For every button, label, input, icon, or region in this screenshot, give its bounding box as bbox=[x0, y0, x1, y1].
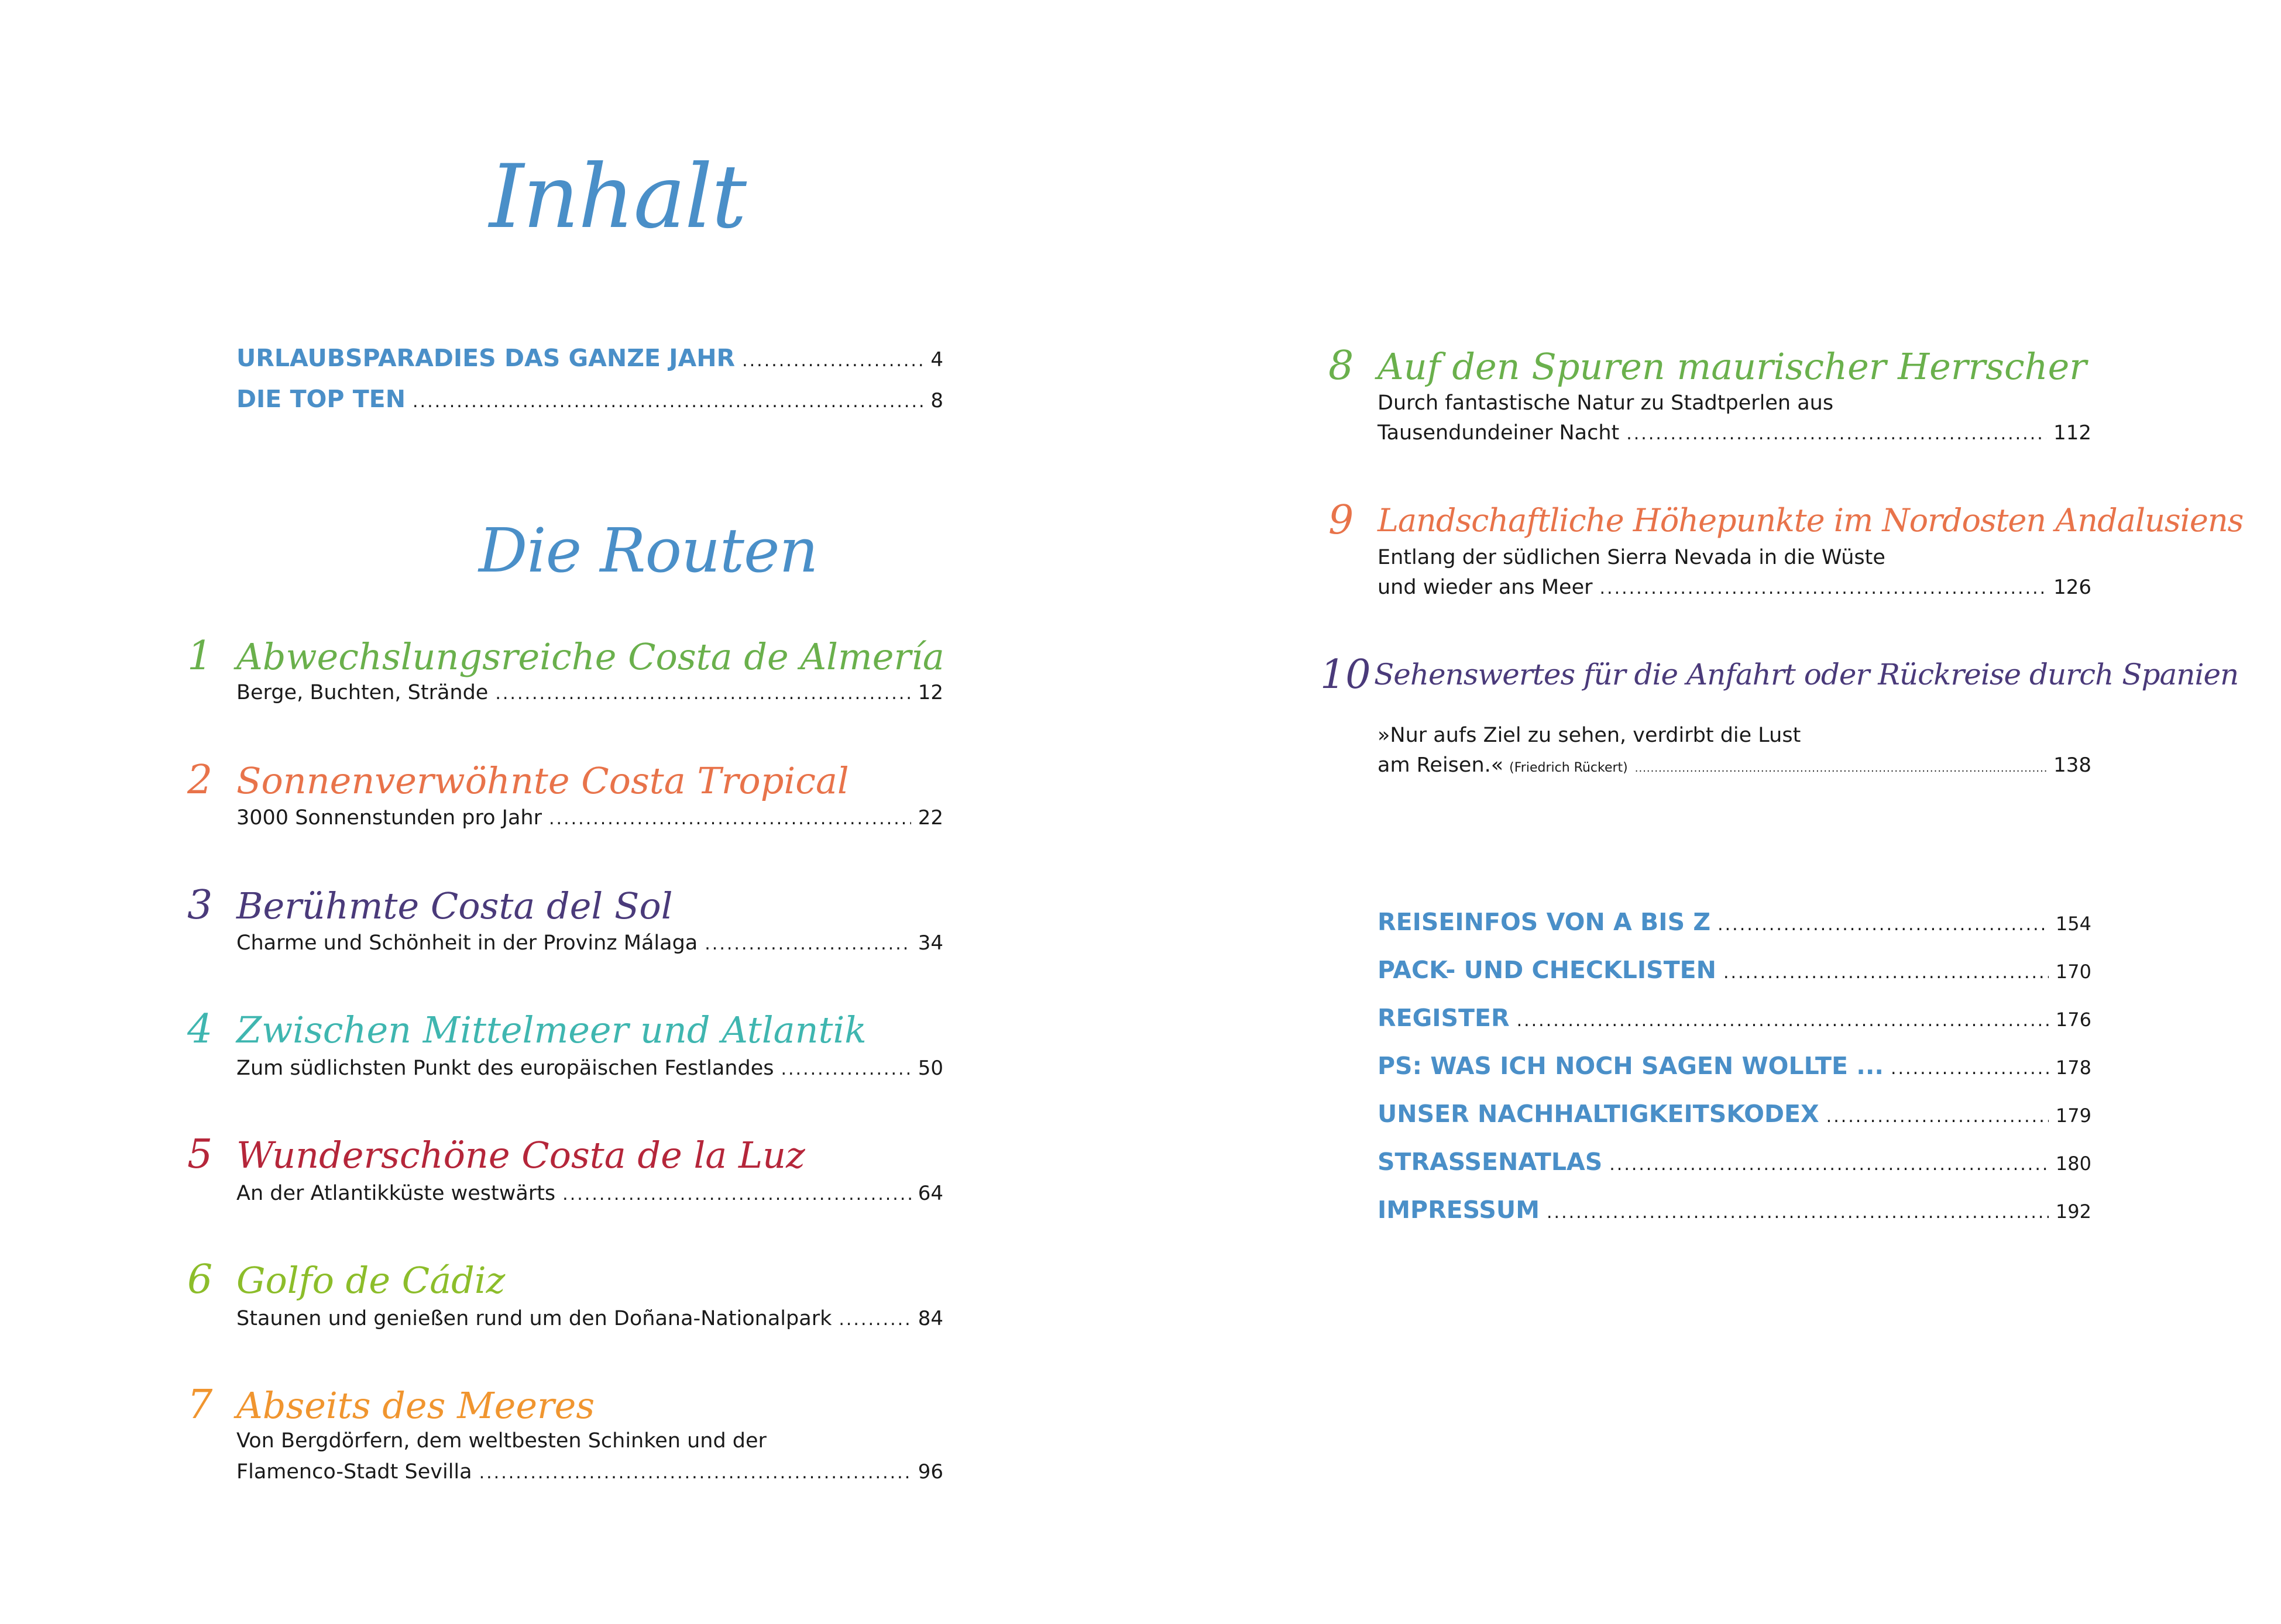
dot-leader bbox=[479, 1457, 911, 1489]
dot-leader bbox=[1635, 752, 2046, 785]
routes-heading: Die Routen bbox=[479, 515, 818, 586]
route-page: 12 bbox=[918, 681, 943, 704]
dot-leader bbox=[1626, 418, 2046, 450]
dot-leader bbox=[1717, 909, 2049, 941]
route-10-description bbox=[1377, 749, 2091, 782]
route-number: 3 bbox=[187, 882, 213, 928]
dot-leader bbox=[1826, 1100, 2049, 1133]
route-9[interactable] bbox=[1328, 497, 2244, 544]
route-8-description bbox=[1377, 417, 2091, 449]
route-page: 112 bbox=[2053, 421, 2091, 445]
dot-leader bbox=[562, 1178, 911, 1211]
route-4[interactable] bbox=[187, 1006, 943, 1053]
route-title: Sehenswertes für die Anfahrt oder Rückreise durch Spanien bbox=[1374, 658, 2239, 691]
route-7-description bbox=[236, 1456, 943, 1488]
route-title: Wunderschöne Costa de la Luz bbox=[236, 1134, 805, 1176]
route-number: 5 bbox=[187, 1131, 213, 1178]
toc-entry-strassenatlas[interactable] bbox=[1377, 1145, 2091, 1178]
route-subtitle: Flamenco-Stadt Sevilla bbox=[236, 1460, 472, 1484]
route-subtitle: Von Bergdörfern, dem weltbesten Schinken und der bbox=[236, 1429, 767, 1453]
dot-leader bbox=[742, 345, 923, 377]
toc-entry-nachhaltigkeit[interactable] bbox=[1377, 1097, 2091, 1130]
dot-leader bbox=[495, 677, 911, 710]
route-title: Abseits des Meeres bbox=[236, 1384, 595, 1427]
toc-entry-label: URLAUBSPARADIES DAS GANZE JAHR bbox=[236, 344, 736, 372]
toc-entry-page: 178 bbox=[2055, 1057, 2091, 1079]
route-10[interactable] bbox=[1320, 652, 2239, 699]
route-3-description bbox=[236, 927, 943, 959]
toc-entry-label: IMPRESSUM bbox=[1377, 1196, 1540, 1224]
toc-entry-page: 170 bbox=[2055, 961, 2091, 983]
dot-leader bbox=[781, 1053, 911, 1086]
route-page: 96 bbox=[918, 1460, 943, 1484]
toc-entry-register[interactable] bbox=[1377, 1002, 2091, 1034]
route-subtitle: Tausendundeiner Nacht bbox=[1377, 421, 1620, 445]
dot-leader bbox=[1547, 1196, 2049, 1229]
route-5[interactable] bbox=[187, 1131, 943, 1178]
dot-leader bbox=[1600, 572, 2047, 605]
route-number: 1 bbox=[187, 633, 213, 679]
toc-entry-label: REGISTER bbox=[1377, 1004, 1510, 1032]
route-page: 50 bbox=[918, 1057, 943, 1080]
toc-entry-impressum[interactable] bbox=[1377, 1193, 2091, 1226]
toc-entry-label: REISEINFOS VON A BIS Z bbox=[1377, 908, 1711, 936]
toc-entry-page: 180 bbox=[2055, 1152, 2091, 1175]
route-6[interactable] bbox=[187, 1257, 943, 1303]
toc-entry-label: DIE TOP TEN bbox=[236, 385, 406, 413]
route-4-description bbox=[236, 1052, 943, 1085]
toc-entry-urlaubsparadies[interactable] bbox=[236, 342, 943, 374]
route-title: Abwechslungsreiche Costa de Almería bbox=[236, 635, 944, 678]
route-quote-end: am Reisen.« bbox=[1377, 753, 1504, 777]
toc-entry-page: 176 bbox=[2055, 1009, 2091, 1031]
route-page: 34 bbox=[918, 931, 943, 955]
route-number: 2 bbox=[187, 757, 213, 803]
toc-entry-page: 154 bbox=[2055, 913, 2091, 935]
dot-leader bbox=[1723, 956, 2049, 989]
route-number: 9 bbox=[1328, 497, 1354, 543]
route-page: 64 bbox=[918, 1182, 943, 1205]
toc-entry-reiseinfos[interactable] bbox=[1377, 906, 2091, 938]
route-6-description bbox=[236, 1302, 943, 1335]
page-title: Inhalt bbox=[489, 146, 746, 248]
route-9-description bbox=[1377, 571, 2091, 604]
route-title: Sonnenverwöhnte Costa Tropical bbox=[236, 759, 849, 802]
toc-entry-label: PACK- UND CHECKLISTEN bbox=[1377, 956, 1716, 984]
route-title: Berühmte Costa del Sol bbox=[236, 885, 673, 927]
route-1-description bbox=[236, 676, 943, 709]
dot-leader bbox=[705, 928, 911, 961]
route-title: Auf den Spuren maurischer Herrscher bbox=[1377, 345, 2087, 388]
route-3[interactable] bbox=[187, 882, 943, 929]
route-subtitle: Zum südlichsten Punkt des europäischen Festlandes bbox=[236, 1057, 774, 1080]
dot-leader bbox=[1609, 1148, 2049, 1181]
route-number: 4 bbox=[187, 1006, 213, 1052]
route-5-description bbox=[236, 1177, 943, 1210]
dot-leader bbox=[1891, 1052, 2049, 1085]
quote-source: (Friedrich Rückert) bbox=[1509, 761, 1628, 775]
route-number: 7 bbox=[187, 1382, 213, 1428]
toc-entry-checklisten[interactable] bbox=[1377, 954, 2091, 986]
route-subtitle: Entlang der südlichen Sierra Nevada in die Wüste bbox=[1377, 546, 1885, 569]
dot-leader bbox=[1517, 1004, 2049, 1037]
route-subtitle: Staunen und genießen rund um den Doñana-Nationalpark bbox=[236, 1307, 832, 1330]
route-7[interactable] bbox=[187, 1382, 943, 1429]
toc-entry-ps[interactable] bbox=[1377, 1050, 2091, 1082]
dot-leader bbox=[839, 1303, 911, 1336]
route-page: 126 bbox=[2053, 576, 2091, 599]
dot-leader bbox=[549, 803, 911, 835]
route-page: 138 bbox=[2053, 753, 2091, 777]
toc-entry-page: 8 bbox=[930, 389, 943, 412]
route-number: 10 bbox=[1320, 652, 1371, 698]
toc-entry-label: PS: WAS ICH NOCH SAGEN WOLLTE ... bbox=[1377, 1052, 1884, 1080]
toc-entry-top-ten[interactable] bbox=[236, 383, 943, 415]
route-2-description bbox=[236, 801, 943, 834]
route-subtitle: Berge, Buchten, Strände bbox=[236, 681, 489, 704]
route-8[interactable] bbox=[1328, 343, 2089, 390]
route-2[interactable] bbox=[187, 757, 943, 804]
route-subtitle: 3000 Sonnenstunden pro Jahr bbox=[236, 806, 542, 830]
route-page: 22 bbox=[918, 806, 943, 830]
route-number: 8 bbox=[1328, 343, 1354, 389]
toc-entry-label: STRASSENATLAS bbox=[1377, 1148, 1603, 1176]
toc-entry-page: 192 bbox=[2055, 1200, 2091, 1223]
toc-entry-page: 4 bbox=[930, 348, 943, 371]
route-title: Landschaftliche Höhepunkte im Nordosten Andalusiens bbox=[1377, 502, 2244, 539]
route-subtitle: und wieder ans Meer bbox=[1377, 576, 1593, 599]
route-number: 6 bbox=[187, 1257, 213, 1303]
route-quote: »Nur aufs Ziel zu sehen, verdirbt die Lust bbox=[1377, 724, 1801, 747]
route-subtitle: Durch fantastische Natur zu Stadtperlen aus bbox=[1377, 391, 1834, 415]
route-subtitle: Charme und Schönheit in der Provinz Málaga bbox=[236, 931, 698, 955]
route-title: Zwischen Mittelmeer und Atlantik bbox=[236, 1009, 867, 1051]
route-title: Golfo de Cádiz bbox=[236, 1259, 506, 1302]
dot-leader bbox=[413, 386, 923, 418]
toc-entry-page: 179 bbox=[2055, 1105, 2091, 1127]
toc-entry-label: UNSER NACHHALTIGKEITSKODEX bbox=[1377, 1100, 1819, 1128]
route-page: 84 bbox=[918, 1307, 943, 1330]
route-subtitle: An der Atlantikküste westwärts bbox=[236, 1182, 556, 1205]
